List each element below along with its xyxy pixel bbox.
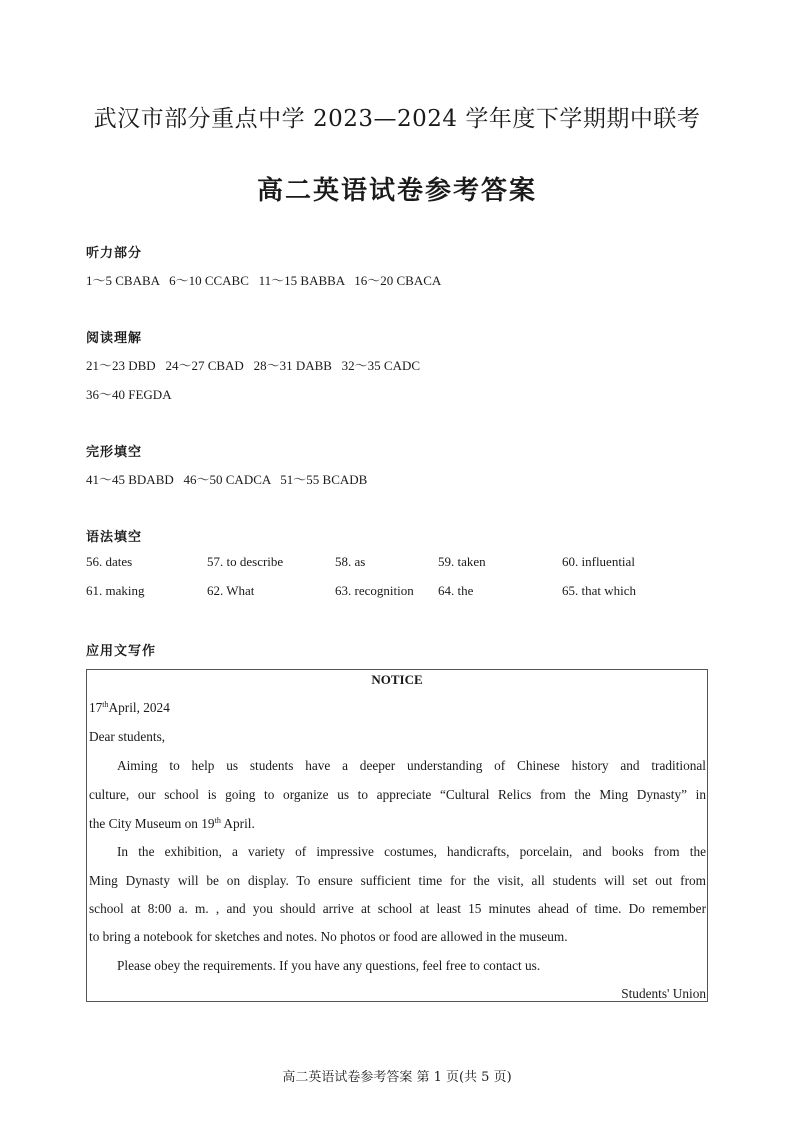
- document-title: 高二英语试卷参考答案: [256, 176, 537, 206]
- line-text: April.: [220, 816, 255, 831]
- notice-paragraph2-line2: Ming Dynasty will be on display. To ensure sufficient time for the visit, all students will set out from: [89, 873, 706, 888]
- exam-title: 武汉市部分重点中学 2023—2024 学年度下学期期中联考: [93, 106, 701, 132]
- grammar-answer: 60. influential: [562, 554, 635, 569]
- section-heading-reading: 阅读理解: [86, 331, 143, 346]
- notice-greeting: Dear students,: [89, 729, 166, 744]
- notice-paragraph3: Please obey the requirements. If you have any questions, feel free to contact us.: [117, 958, 541, 973]
- date-rest: April, 2024: [108, 700, 170, 715]
- section-heading-writing: 应用文写作: [86, 644, 157, 659]
- notice-box: [86, 669, 708, 1002]
- notice-paragraph2-line1: In the exhibition, a variety of impressive costumes, handicrafts, porcelain, and books from the: [117, 844, 706, 859]
- page-footer: 高二英语试卷参考答案 第 1 页(共 5 页): [282, 1070, 512, 1085]
- notice-paragraph1-line3: [89, 816, 706, 832]
- grammar-answer: 65. that which: [562, 583, 637, 598]
- notice-paragraph1-line1: Aiming to help us students have a deeper understanding of Chinese history and traditional: [117, 758, 706, 773]
- grammar-answer: 57. to describe: [207, 554, 284, 569]
- notice-paragraph2-line4: to bring a notebook for sketches and notes. No photos or food are allowed in the museum.: [89, 929, 568, 944]
- notice-paragraph1-line2: culture, our school is going to organize us to appreciate “Cultural Relics from the Ming Dynasty” in: [89, 787, 706, 802]
- notice-title: NOTICE: [371, 672, 423, 687]
- grammar-answer: 64. the: [438, 583, 474, 598]
- grammar-answer: 56. dates: [86, 554, 133, 569]
- grammar-answer: 61. making: [86, 583, 145, 598]
- cloze-answers: 41～45 BDABD 46～50 CADCA 51～55 BCADB: [86, 472, 368, 487]
- listening-answers: 1～5 CBABA 6～10 CCABC 11～15 BABBA 16～20 CBACA: [86, 273, 442, 288]
- grammar-answer: 58. as: [335, 554, 366, 569]
- reading-answers-line2: 36～40 FEGDA: [86, 387, 172, 402]
- date-ordinal: th: [102, 700, 109, 709]
- ordinal-suffix: th: [214, 816, 221, 825]
- notice-date: [89, 700, 706, 716]
- section-heading-cloze: 完形填空: [86, 445, 143, 460]
- section-heading-listening: 听力部分: [86, 246, 143, 261]
- notice-signature: Students' Union: [621, 986, 706, 1001]
- line-text: the City Museum on 19: [89, 816, 215, 831]
- grammar-answer: 59. taken: [438, 554, 486, 569]
- section-heading-grammar: 语法填空: [86, 530, 143, 545]
- grammar-answer: 63. recognition: [335, 583, 414, 598]
- reading-answers-line1: 21～23 DBD 24～27 CBAD 28～31 DABB 32～35 CADC: [86, 358, 421, 373]
- notice-paragraph2-line3: school at 8:00 a. m. , and you should arrive at school at least 15 minutes ahead of time. Do remember: [89, 901, 706, 916]
- grammar-answer: 62. What: [207, 583, 255, 598]
- date-day: 17: [89, 700, 103, 715]
